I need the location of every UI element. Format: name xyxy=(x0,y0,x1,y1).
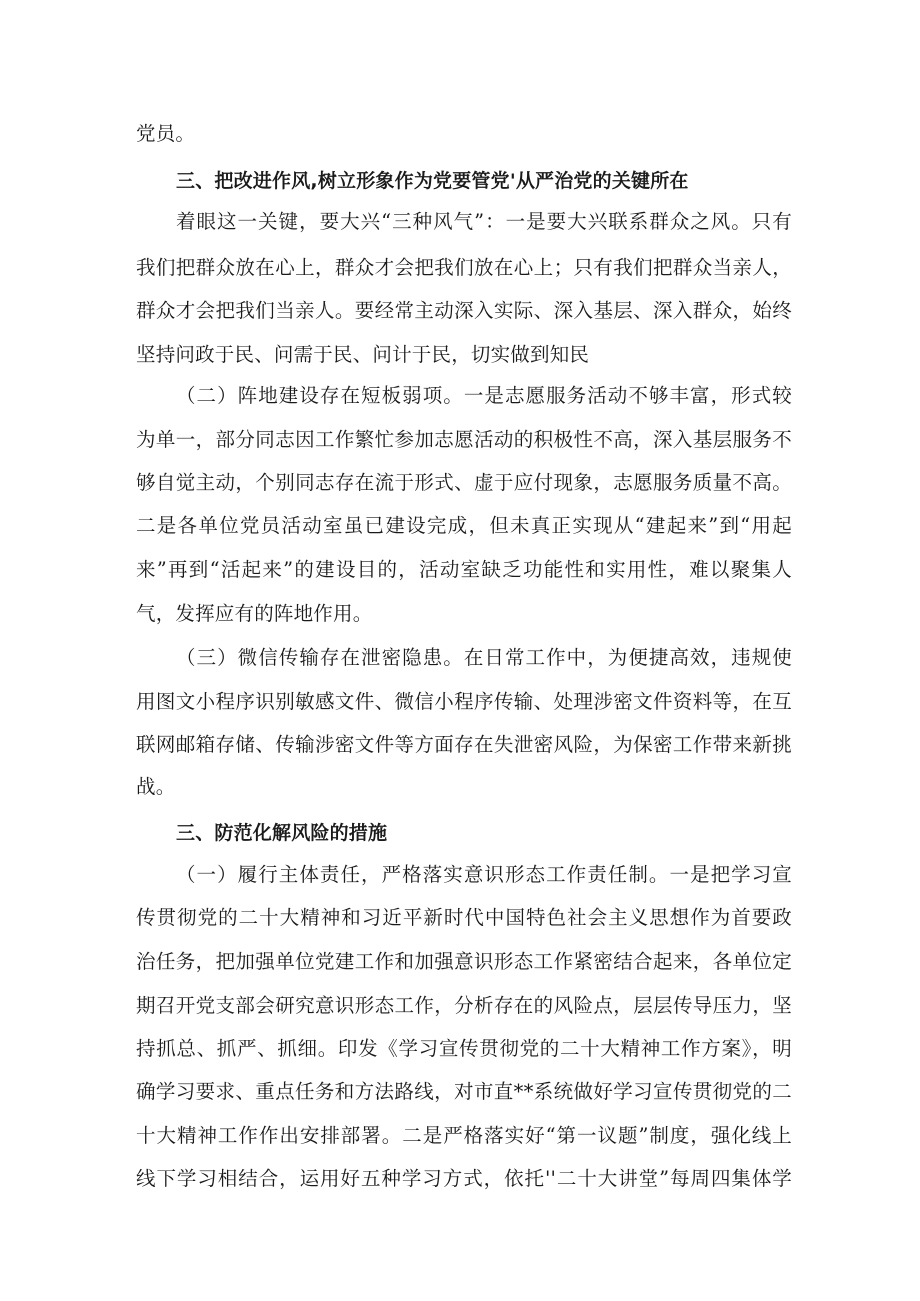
paragraph-first-line: （二）阵地建设存在短板弱项。一是志愿服务活动不够丰富，形式较 xyxy=(176,384,792,407)
paragraph-first-line: （一）履行主体责任，严格落实意识形态工作责任制。一是把学习宣 xyxy=(176,863,792,886)
text-line: 为单一，部分同志因工作繁忙参加志愿活动的积极性不高，深入基层服务不 xyxy=(136,428,792,451)
text-line: 够自觉主动，个别同志存在流于形式、虚于应付现象，志愿服务质量不高。 xyxy=(136,471,792,494)
text-line: 气，发挥应有的阵地作用。 xyxy=(136,602,373,625)
text-line: 持抓总、抓严、抓细。印发《学习宣传贯彻党的二十大精神工作方案》，明 xyxy=(136,1037,792,1060)
section-heading: 三、防范化解风险的措施 xyxy=(176,822,388,844)
text-line: 党员。 xyxy=(136,122,196,145)
text-line: 期召开党支部会研究意识形态工作，分析存在的风险点，层层传导压力，坚 xyxy=(136,994,792,1017)
text-line: 战。 xyxy=(136,775,176,798)
text-line: 用图文小程序识别敏感文件、微信小程序传输、处理涉密文件资料等，在互 xyxy=(136,690,792,713)
paragraph-first-line: 着眼这一关键，要大兴“三种风气”：一是要大兴联系群众之风。只有 xyxy=(176,210,792,233)
paragraph-first-line: （三）微信传输存在泄密隐患。在日常工作中，为便捷高效，违规使 xyxy=(176,646,792,669)
section-heading: 三、把改进作风,树立形象作为党要管党'从严治党的关键所在 xyxy=(176,170,689,192)
text-line: 坚持问政于民、问需于民、问计于民，切实做到知民 xyxy=(136,343,590,366)
text-line: 传贯彻党的二十大精神和习近平新时代中国特色社会主义思想作为首要政 xyxy=(136,906,792,929)
text-line: 群众才会把我们当亲人。要经常主动深入实际、深入基层、深入群众，始终 xyxy=(136,299,792,322)
text-line: 治任务，把加强单位党建工作和加强意识形态工作紧密结合起来，各单位定 xyxy=(136,950,792,973)
text-line: 线下学习相结合，运用好五种学习方式，依托''二十大讲堂”每周四集体学 xyxy=(136,1167,792,1190)
text-line: 来”再到“活起来”的建设目的，活动室缺乏功能性和实用性，难以聚集人 xyxy=(136,558,792,581)
text-line: 联网邮箱存储、传输涉密文件等方面存在失泄密风险，为保密工作带来新挑 xyxy=(136,733,792,756)
text-line: 我们把群众放在心上，群众才会把我们放在心上；只有我们把群众当亲人， xyxy=(136,256,792,279)
text-line: 二是各单位党员活动室虽已建设完成，但未真正实现从“建起来”到“用起 xyxy=(136,514,792,537)
text-line: 确学习要求、重点任务和方法路线，对市直**系统做好学习宣传贯彻党的二 xyxy=(136,1080,792,1103)
text-line: 十大精神工作作出安排部署。二是严格落实好“第一议题”制度，强化线上 xyxy=(136,1124,792,1147)
